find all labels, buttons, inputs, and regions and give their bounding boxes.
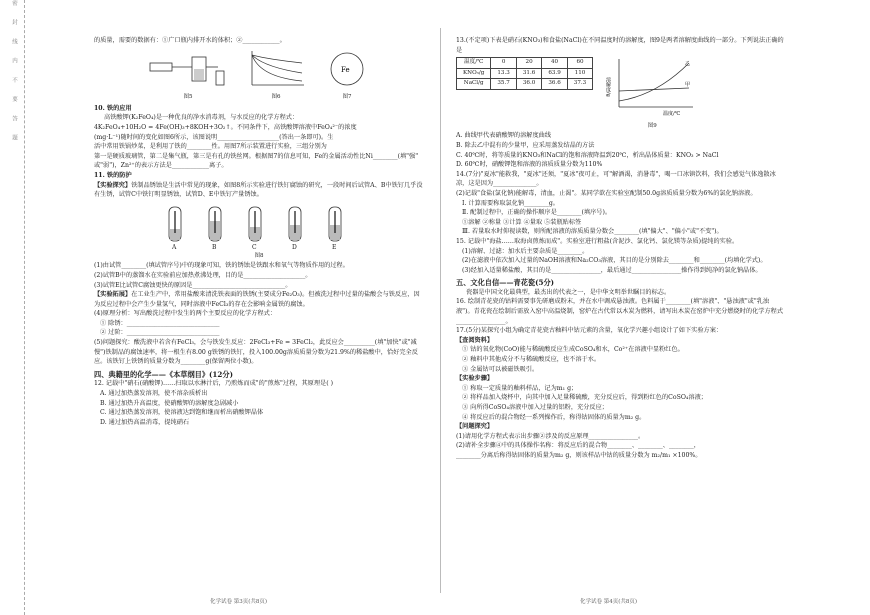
fig7-label: Fe [341,65,350,74]
q10-line: 4K₂FeO₄+10H₂O = 4Fe(OH)₃+8KOH+3O₂↑。不同条件下，高铁酸钾溶液中FeO₄²⁻的浓度 [94,123,357,131]
q11-tag: 【实验探究】 [94,181,132,189]
q17-step: ③ 向所得CoSO₄溶液中加入过量的铝粉，充分反应； [462,404,608,411]
tube-label: A [172,243,177,251]
q10-line: 活中常用铁锅炒菜，是利用了铁的________性。用图7所示装置进行实验，三组分别为 [94,143,327,151]
footer-right: 化学试卷 第4页(共8页) [580,599,638,605]
q11-title: 11. 铁的防护 [94,171,132,179]
test-tubes-diagram [159,203,359,251]
curve-label: 甲 [685,82,691,89]
section-5-title: 五、文化自信——青花瓷(5分) [456,278,555,288]
concentration-graph [246,49,306,89]
q10-line: 高铁酸钾(K₂FeO₄)是一种优良的净水消毒剂，与水反应的化学方程式： [104,114,299,122]
seal-line-text: 密 封 线 内 不 要 答 题 [11,0,17,147]
column-divider [440,28,441,593]
q13-table-and-figure [456,55,786,131]
q12-option: A. 通过加热蒸发溶剂，使不溶杂质析出 [100,390,208,398]
table-row: NaCl/g 35.7 36.0 36.6 37.3 [457,79,593,90]
iron-diagram [324,49,370,89]
top-line: 的质量，需要的数据有：①广口瓶内排开水的体积；②____________。 [94,37,286,44]
q15-item: (3)经加入适量稀盐酸，其目的是________________，最后通过________________操作得到纯净的氯化钠晶体。 [462,266,762,274]
tube-label: C [252,243,257,251]
q17-step: ① 称取一定质量的釉料样品，记为m₁ g； [462,384,578,392]
q17-info: ① 钴的氧化物(CoO)能与稀硫酸反应生成CoSO₄和水，Co²⁺在溶液中显粉红色。 [462,346,684,354]
q13-option: D. 60℃时，硝酸钾饱和溶液的溶质质量分数为110% [456,161,603,169]
tube-label: E [332,243,337,251]
q13-option: A. 曲线甲代表硝酸钾的溶解度曲线 [456,132,552,140]
q17: 17.(5分)某探究小组为确定青花瓷古釉料中钴元素的含量，氧化学兴趣小组设计了如下实验方案： [456,327,723,335]
tube-label: D [292,243,297,251]
left-column [94,36,424,427]
right-column [456,36,786,461]
fig7-caption: 图7 [342,94,352,101]
table-row: 温度/℃ 0 20 40 60 [457,58,593,69]
curve-label: 乙 [685,61,691,68]
q13-option: B. 除去乙中混有的少量甲，应采用蒸发结晶的方法 [456,141,595,149]
q11-item: (2)试管B中的蒸馏水在实验前应加热煮沸处理，目的是____________________。 [94,271,312,279]
tube-label: B [212,243,217,251]
section-4-title: 四、典籍里的化学——《本草纲目》(12分) [94,369,233,379]
q11-sub: ② 过阶：______________________________ [100,329,220,337]
solubility-table [456,57,593,90]
q11-ext-tag: 【实验拓展】 [94,291,132,299]
q15: 15. 记载中"海盐……取海卤煎炼而成"。实验室进行粗盐(含泥沙、氯化钙、氯化镁等杂质)提纯的实验。 [456,237,739,245]
q10-line: 或"弱")，Zn²⁺的表示方法是____________离子。 [94,162,228,170]
q12: 12. 记载中"硝石(硝酸钾)……扫取以水淋汁后，乃煎炼而成"的"煎炼"过程，其原理是( ) [94,380,333,388]
q14-item: Ⅱ. 配制过程中，正确的操作顺序是________(填序号)。 [462,209,612,217]
q11-principle: (4)原理分析：写出酸洗过程中发生的两个主要反应的化学方程式： [94,310,277,318]
q14-item: Ⅲ. 若量取水时仰视读数，则所配溶液的溶质质量分数会________(填"偏大"、"偏小"或"不变")。 [462,228,723,236]
table-row: KNO₃/g 13.3 31.6 63.9 110 [457,68,593,79]
fig5-caption: 图5 [183,94,193,101]
q14-item: ①溶解 ②称量 ③计算 ④量取 ⑤装瓶贴标签 [462,218,582,226]
q17-question: (2)请补全步骤④中的具体操作名称：将反应后的混合物________、________、________， [456,442,700,450]
q15-item: (1)溶解、过滤：加水后主要杂质是________。 [462,247,589,255]
seal-line [24,0,25,615]
q11-sub: ① 除锈：______________________________ [100,319,220,327]
q10-line: 第一是硬质玻璃管，第二是集气瓶，第三是有孔的铁丝网。根据图7的信息可知，Fe的金属活动性比Ni________(填"强" [94,152,419,160]
q17-question: (1)请用化学方程式表示出步骤②涉及的反应原理________________。 [456,432,645,440]
q14-2: (2)记载"食盐(氯化钠)能解毒，清血，止渴"。某同学欲在实验室配制50.0g溶质质量分数为6%的氯化钠溶液。 [456,189,757,197]
footer-left: 化学试卷 第3页(共8页) [210,599,268,605]
q16: 16. 绘制青花瓷的钴料需要事先研磨成粉末，并在水中调成悬浊液。色料属于________(填"溶液"、"悬浊液"或"乳浊液")。青花瓷在绘制后需放入窑中高温烧制，窑炉在古代常以木炭为燃料，请写出木炭在窑炉中充分燃烧时的化学方程式________________。 [456,298,784,325]
x-axis-label: 温度/℃ [663,111,681,118]
q17-tag-steps: 【实验步骤】 [456,375,494,383]
q13-option: C. 40℃时，将等质量的KNO₃和NaCl的饱和溶液降温到20℃，析出晶体质量：KNO₃ > NaCl [456,151,719,159]
q12-option: B. 通过加热升高温度，使硝酸钾的溶解度急剧减小 [100,399,239,407]
q12-option: C. 通过加热蒸发溶剂，使溶液达到饱和继而析出硝酸钾晶体 [100,409,264,417]
q14: 14.(7分)"夏冰"能救我，"夏冰"还须，"夏冰"夜可止，可"解酒渴，消暑毒"，喝一口冰镇饮料，我们会感觉气体逸散冰凉，这是因为______________。 [456,170,776,188]
q17-tag-questions: 【问题探究】 [456,423,494,431]
fig8-caption: 图8 [254,252,264,259]
q11-body: 铁制品锈蚀是生活中常见的现象，如图8所示实验进行铁钉腐蚀的研究，一段时间后试管A、B中铁钉几乎没有生锈，试管C中铁钉明显锈蚀，试管D、E中铁钉产量锈蚀。 [94,181,423,199]
q11-item: (1)由试管________(填试管序号)中的现象可知，铁的锈蚀是铁跟水和氧气等物质作用的过程。 [94,262,349,270]
fig6-caption: 图6 [271,94,281,101]
figure-8 [94,203,424,251]
q17-step: ② 将样品加入烧杯中，向其中加入足量稀硫酸，充分反应后，得到粉红色的CoSO₄溶液； [462,394,707,402]
figure-5 [148,49,228,103]
q14-item: Ⅰ. 计算需要称取氯化钠________g。 [462,199,559,207]
figures-5-7 [94,49,424,103]
q11-q5: (5)问题探究：酸洗液中若含有FeCl₃，会与铁发生反应：2FeCl₃+Fe = 3FeCl₂，此反应会__________(填"加快"或"减慢")铁制品的腐蚀速率，将一根生有8.00 g铁锈的铁钉，投入100.00g溶质质量分数为21.9%的稀盐酸中，恰好完全反应。该铁钉上铁锈的质量分数为________g(保留两位小数)。 [94,339,418,366]
q15-item: (2)在滤液中依次加入过量的NaOH溶液和Na₂CO₃溶液，其目的是分别除去________和________(均填化学式)。 [462,257,767,265]
q12-option: D. 通过加热高温消毒，提纯硝石 [100,418,190,426]
q17-info: ② 釉料中其他成分不与稀硫酸反应，也不溶于水。 [462,356,601,364]
y-axis-label: 溶解度/g [605,77,612,98]
q17-step: ④ 将反应后的混合物经一系列操作后，称得钴固体的质量为m₂ g。 [462,413,646,421]
section-5-intro: 瓷器是中国文化最典型，最杰出的代表之一，是中华文明举世瞩目的标志。 [466,288,671,296]
solubility-curve [607,55,697,117]
q17-info: ③ 金属钴可以被磁铁吸引。 [462,365,539,373]
q11-item: (3)试管E比试管C腐蚀更快的原因是______________________________。 [94,281,292,289]
figure-6 [246,49,306,103]
q13: 13.(不定项)下表是硝石(KNO₃)和食盐(NaCl)在不同温度时的溶解度，图9是两者溶解度曲线的一部分。下列说法正确的是 [456,37,784,54]
apparatus-diagram [148,49,228,89]
q11-ext: 在工业生产中，常用盐酸来清洗铁表面的铁锈(主要成分Fe₂O₃)。但被洗过程中过量的盐酸会与铁反应，因为反应过程中会产生少量氢气，同时溶液中FeCl₃的存在会影响金属铁的腐蚀。 [94,291,420,308]
figure-7 [324,49,370,103]
q17-tag-info: 【查阅资料】 [456,336,494,344]
q17-question: ________分离后称得钴固体的质量为m₂ g，则该样品中钴的质量分数为 m₂/m₁ ×100%。 [456,451,702,459]
q10-line: (mg·L⁻¹)随时间的变化如图6所示，该图说明____________________(答出一条即可)。生 [94,133,334,141]
fig9-caption: 图9 [647,122,657,129]
figure-9 [607,55,697,131]
q10-title: 10. 铁的应用 [94,104,132,112]
